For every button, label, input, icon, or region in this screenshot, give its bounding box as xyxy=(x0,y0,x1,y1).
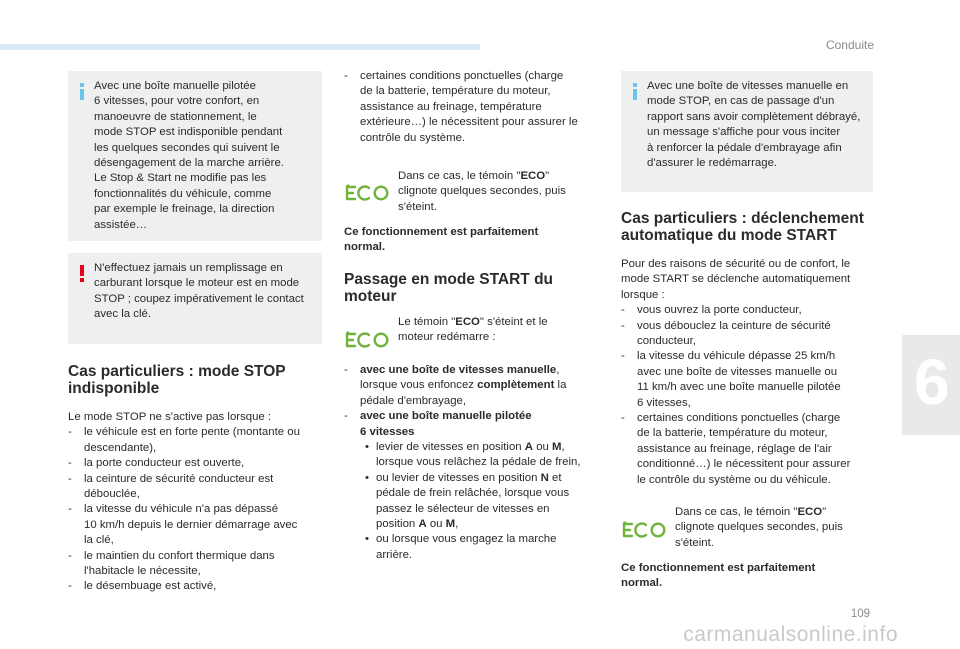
eco-off-note: Le témoin "ECO" s'éteint et le moteur redémarre : xyxy=(398,316,548,344)
info-icon xyxy=(79,83,85,100)
warning-note-text xyxy=(68,253,322,333)
text-line: les quelques secondes qui suivent le xyxy=(94,141,280,154)
bullet-item-3: • ou lorsque vous engagez la marche xyxy=(365,533,557,546)
list-item: - la porte conducteur est ouverte, xyxy=(68,457,245,470)
warning-note-box xyxy=(68,253,322,344)
list-item-manual: - avec une boîte de vitesses manuelle, xyxy=(344,364,560,376)
list-item: - le véhicule est en forte pente (montante ou descendante), xyxy=(68,426,300,454)
auto-start-list xyxy=(621,303,873,488)
info-note-box xyxy=(68,71,322,241)
text-line: désengagement de la marche arrière. xyxy=(94,157,284,170)
heading-auto-start: Cas particuliers : déclenchement automatique du mode START xyxy=(621,210,864,244)
text-line: N'effectuez jamais un remplissage en xyxy=(94,262,283,274)
text-line: manoeuvre de stationnement, le xyxy=(94,110,257,123)
list-item: - certaines conditions ponctuelles (charge de la batterie, température du moteur, assistance au freinage, réglage de l'air conditionné…) le nécessitent pour assurer le contrôle du système ou du véhicule. xyxy=(621,412,851,486)
list-item: - vous débouclez la ceinture de sécurité conducteur, xyxy=(621,319,831,348)
list-item: - la ceinture de sécurité conducteur est débouclée, xyxy=(68,472,274,501)
list-item-piloted: - avec une boîte manuelle pilotée xyxy=(344,410,532,423)
text-line: STOP ; coupez impérativement le contact xyxy=(94,292,304,305)
list-item: - le désembuage est activé, xyxy=(68,580,217,593)
list-item: - la vitesse du véhicule n'a pas dépassé 10 km/h depuis le dernier démarrage avec la clé, xyxy=(68,503,298,547)
list-item: - le maintien du confort thermique dans l'habitacle le nécessite, xyxy=(68,549,275,578)
eco-indicator-icon xyxy=(621,520,667,540)
chapter-tab xyxy=(902,335,960,435)
text-line: à renforcer la pédale d'embrayage afin xyxy=(647,141,842,154)
info-icon xyxy=(632,83,638,100)
text-line: d'assurer le redémarrage. xyxy=(647,157,778,170)
eco-indicator-icon xyxy=(344,330,390,350)
text-line: Le Stop & Start ne modifie pas les xyxy=(94,172,267,185)
text-line: fonctionnalités du véhicule, comme xyxy=(94,187,272,200)
list-item: - la vitesse du véhicule dépasse 25 km/h avec une boîte de vitesses manuelle ou 11 km/h avec une boîte manuelle pilotée 6 vitesses, xyxy=(621,350,841,409)
stop-unavailable-intro: Le mode STOP ne s'active pas lorsque : xyxy=(68,411,272,423)
chapter-number: 6 xyxy=(914,346,950,418)
text-line: mode STOP, en cas de passage d'un xyxy=(647,95,835,108)
text-line: Avec une boîte de vitesses manuelle en xyxy=(647,80,849,92)
column-1 xyxy=(68,71,322,595)
info-note-text xyxy=(621,71,873,181)
text-line: avec la clé. xyxy=(94,308,151,321)
text-line: Avec une boîte manuelle pilotée xyxy=(94,80,256,92)
eco-blink-note-2: Dans ce cas, le témoin "ECO" clignote quelques secondes, puis s'éteint. xyxy=(675,506,843,549)
bullet-item-2: • ou levier de vitesses en position N et xyxy=(365,471,562,484)
eco-indicator-icon xyxy=(344,183,390,203)
text-line: par exemple le freinage, la direction xyxy=(94,203,275,216)
heading-start-mode: Passage en mode START du moteur xyxy=(344,271,554,305)
header-accent-bar xyxy=(0,44,480,50)
info-note-text xyxy=(68,71,322,243)
text-line: 6 vitesses, pour votre confort, en xyxy=(94,95,260,108)
text-line: mode STOP est indisponible pendant xyxy=(94,126,283,139)
column-2 xyxy=(344,69,602,146)
warning-icon xyxy=(79,265,85,282)
start-mode-list: - avec une boîte de vitesses manuelle, lorsque vous enfoncez complètement la pédale d'embrayage, - avec une boîte manuelle pilotée 6 vitesses • levier de vitesses en position A ou M, lorsque vous relâchez la pédale de frein, • ou levier de vitesses en position N et pédale de frein relâchée, lorsque vous passez le sélecteur de vitesses en position A ou M, • ou lorsque vous engagez la marche arrière. xyxy=(344,363,602,563)
list-item: - vous ouvrez la porte conducteur, xyxy=(621,304,802,317)
page-number: 109 xyxy=(850,608,870,620)
text-line: assistée… xyxy=(94,218,148,231)
text-line: un message s'affiche pour vous inciter xyxy=(647,126,841,139)
stop-unavailable-list xyxy=(68,425,322,594)
eco-blink-note-1: Dans ce cas, le témoin "ECO" clignote quelques secondes, puis s'éteint. xyxy=(398,170,566,213)
text-line: rapport sans avoir complètement débrayé, xyxy=(647,110,861,123)
auto-start-intro: Pour des raisons de sécurité ou de confort, le mode START se déclenche automatiquement lorsque : xyxy=(621,258,851,301)
column-3 xyxy=(621,71,873,488)
heading-stop-unavailable: Cas particuliers : mode STOP indisponible xyxy=(68,363,286,397)
bullet-item-1: • levier de vitesses en position A ou M, xyxy=(365,441,565,454)
list-item-conditions: - certaines conditions ponctuelles (charge de la batterie, température du moteur, assistance au freinage, température extérieure…) le nécessitent pour assurer le contrôle du système. xyxy=(344,70,578,144)
normal-note-1: Ce fonctionnement est parfaitement normal. xyxy=(344,226,539,254)
text-line: carburant lorsque le moteur est en mode xyxy=(94,277,300,290)
info-note-box xyxy=(621,71,873,192)
section-title: Conduite xyxy=(825,38,874,52)
normal-note-2: Ce fonctionnement est parfaitement normal. xyxy=(621,562,816,590)
watermark: carmanualsonline.info xyxy=(683,622,898,646)
